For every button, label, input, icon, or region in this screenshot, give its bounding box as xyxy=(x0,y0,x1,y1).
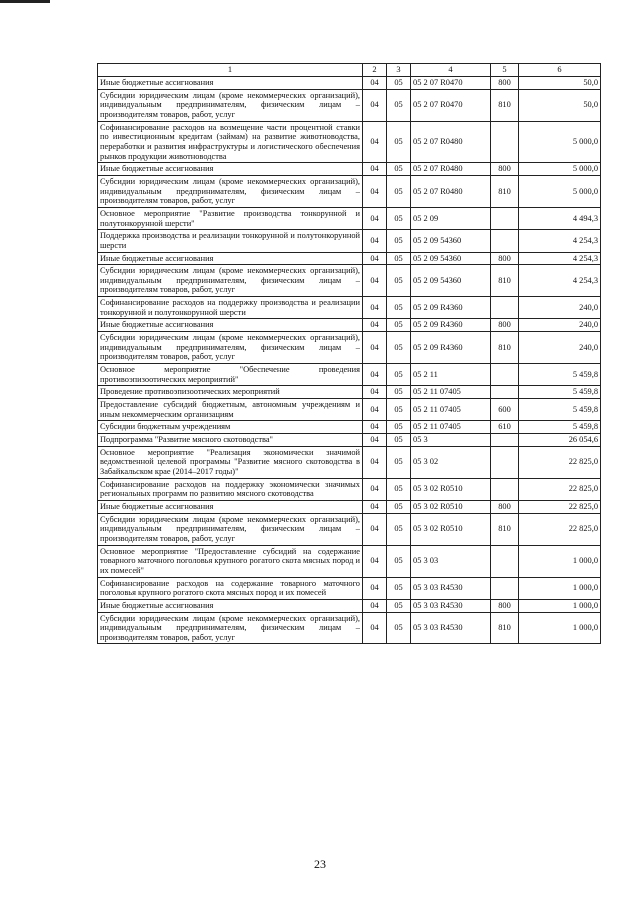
subsection-cell: 05 xyxy=(387,577,411,599)
table-row xyxy=(98,252,601,265)
subsection-cell: 05 xyxy=(387,399,411,421)
amount-cell: 1 000,0 xyxy=(519,612,601,644)
amount-cell: 4 254,3 xyxy=(519,265,601,297)
corner-mark xyxy=(0,0,50,3)
header-cell: 5 xyxy=(491,64,519,77)
expense-type-cell xyxy=(491,434,519,447)
subsection-cell: 05 xyxy=(387,175,411,207)
expense-type-cell: 800 xyxy=(491,163,519,176)
subsection-cell: 05 xyxy=(387,478,411,500)
amount-cell: 5 000,0 xyxy=(519,121,601,163)
section-cell: 04 xyxy=(363,500,387,513)
target-article-cell: 05 3 xyxy=(411,434,491,447)
expense-type-cell xyxy=(491,230,519,252)
subsection-cell: 05 xyxy=(387,545,411,577)
item-name-cell: Иные бюджетные ассигнования xyxy=(98,252,363,265)
expense-type-cell xyxy=(491,121,519,163)
target-article-cell: 05 2 07 R0480 xyxy=(411,163,491,176)
table-row xyxy=(98,446,601,478)
item-name-cell: Основное мероприятие "Предоставление субсидий на содержание товарного маточного поголовья крупного рогатого скота мясных пород и их помесей" xyxy=(98,545,363,577)
target-article-cell: 05 3 02 R0510 xyxy=(411,500,491,513)
target-article-cell: 05 2 07 R0480 xyxy=(411,121,491,163)
table-row xyxy=(98,265,601,297)
section-cell: 04 xyxy=(363,297,387,319)
section-cell: 04 xyxy=(363,230,387,252)
expense-type-cell: 800 xyxy=(491,319,519,332)
item-name-cell: Субсидии юридическим лицам (кроме некоммерческих организаций), индивидуальным предпринимателям, физическим лицам – производителям товаров, работ, услуг xyxy=(98,265,363,297)
item-name-cell: Проведение противоэпизоотических мероприятий xyxy=(98,386,363,399)
amount-cell: 4 254,3 xyxy=(519,252,601,265)
item-name-cell: Субсидии юридическим лицам (кроме некоммерческих организаций), индивидуальным предпринимателям, физическим лицам – производителям товаров, работ, услуг xyxy=(98,332,363,364)
expense-type-cell: 810 xyxy=(491,513,519,545)
subsection-cell: 05 xyxy=(387,421,411,434)
expense-type-cell xyxy=(491,577,519,599)
item-name-cell: Субсидии юридическим лицам (кроме некоммерческих организаций), индивидуальным предпринимателям, физическим лицам – производителям товаров, работ, услуг xyxy=(98,612,363,644)
expense-type-cell xyxy=(491,478,519,500)
expense-type-cell xyxy=(491,207,519,229)
subsection-cell: 05 xyxy=(387,265,411,297)
target-article-cell: 05 3 02 R0510 xyxy=(411,513,491,545)
item-name-cell: Основное мероприятие "Развитие производства тонкорунной и полутонкорунной шерсти" xyxy=(98,207,363,229)
section-cell: 04 xyxy=(363,163,387,176)
expense-type-cell: 810 xyxy=(491,332,519,364)
section-cell: 04 xyxy=(363,478,387,500)
table-row xyxy=(98,230,601,252)
amount-cell: 1 000,0 xyxy=(519,545,601,577)
section-cell: 04 xyxy=(363,77,387,90)
table-row xyxy=(98,399,601,421)
expense-type-cell: 810 xyxy=(491,175,519,207)
amount-cell: 1 000,0 xyxy=(519,577,601,599)
target-article-cell: 05 2 07 R0480 xyxy=(411,175,491,207)
table-row xyxy=(98,478,601,500)
table-row xyxy=(98,545,601,577)
amount-cell: 22 825,0 xyxy=(519,478,601,500)
subsection-cell: 05 xyxy=(387,121,411,163)
amount-cell: 5 000,0 xyxy=(519,163,601,176)
section-cell: 04 xyxy=(363,612,387,644)
table-row xyxy=(98,386,601,399)
table-row xyxy=(98,421,601,434)
expense-type-cell: 810 xyxy=(491,612,519,644)
section-cell: 04 xyxy=(363,265,387,297)
subsection-cell: 05 xyxy=(387,500,411,513)
subsection-cell: 05 xyxy=(387,252,411,265)
table-row xyxy=(98,163,601,176)
table-row xyxy=(98,500,601,513)
table-body xyxy=(98,77,601,644)
amount-cell: 26 054,6 xyxy=(519,434,601,447)
amount-cell: 5 459,8 xyxy=(519,421,601,434)
amount-cell: 5 459,8 xyxy=(519,399,601,421)
subsection-cell: 05 xyxy=(387,207,411,229)
target-article-cell: 05 3 03 R4530 xyxy=(411,612,491,644)
target-article-cell: 05 2 09 54360 xyxy=(411,252,491,265)
subsection-cell: 05 xyxy=(387,319,411,332)
section-cell: 04 xyxy=(363,513,387,545)
target-article-cell: 05 2 07 R0470 xyxy=(411,89,491,121)
table-row xyxy=(98,364,601,386)
table-row xyxy=(98,175,601,207)
target-article-cell: 05 2 09 R4360 xyxy=(411,297,491,319)
subsection-cell: 05 xyxy=(387,77,411,90)
target-article-cell: 05 3 03 R4530 xyxy=(411,599,491,612)
target-article-cell: 05 2 11 07405 xyxy=(411,399,491,421)
section-cell: 04 xyxy=(363,207,387,229)
subsection-cell: 05 xyxy=(387,612,411,644)
target-article-cell: 05 2 09 R4360 xyxy=(411,332,491,364)
expense-type-cell: 800 xyxy=(491,500,519,513)
item-name-cell: Субсидии бюджетным учреждениям xyxy=(98,421,363,434)
table-row xyxy=(98,297,601,319)
header-cell: 1 xyxy=(98,64,363,77)
table-row xyxy=(98,207,601,229)
section-cell: 04 xyxy=(363,319,387,332)
section-cell: 04 xyxy=(363,121,387,163)
section-cell: 04 xyxy=(363,446,387,478)
table-row xyxy=(98,612,601,644)
table-row xyxy=(98,121,601,163)
amount-cell: 50,0 xyxy=(519,89,601,121)
item-name-cell: Иные бюджетные ассигнования xyxy=(98,77,363,90)
section-cell: 04 xyxy=(363,399,387,421)
item-name-cell: Софинансирование расходов на возмещение части процентной ставки по инвестиционным кредитам (займам) на развитие животноводства, переработки и развития инфраструктуры и логистического обеспечения рынков продукции животноводства xyxy=(98,121,363,163)
amount-cell: 4 494,3 xyxy=(519,207,601,229)
target-article-cell: 05 2 11 07405 xyxy=(411,421,491,434)
amount-cell: 240,0 xyxy=(519,319,601,332)
target-article-cell: 05 2 09 xyxy=(411,207,491,229)
amount-cell: 22 825,0 xyxy=(519,446,601,478)
item-name-cell: Основное мероприятие "Реализация экономически значимой ведомственной целевой программы "Развитие мясного скотоводства в Забайкальском крае (2014–2017 годы)" xyxy=(98,446,363,478)
page-number: 23 xyxy=(314,857,326,871)
table-row xyxy=(98,77,601,90)
item-name-cell: Субсидии юридическим лицам (кроме некоммерческих организаций), индивидуальным предпринимателям, физическим лицам – производителям товаров, работ, услуг xyxy=(98,89,363,121)
amount-cell: 1 000,0 xyxy=(519,599,601,612)
section-cell: 04 xyxy=(363,364,387,386)
item-name-cell: Поддержка производства и реализации тонкорунной и полутонкорунной шерсти xyxy=(98,230,363,252)
subsection-cell: 05 xyxy=(387,364,411,386)
table-row xyxy=(98,577,601,599)
target-article-cell: 05 2 09 54360 xyxy=(411,230,491,252)
table-row xyxy=(98,89,601,121)
table-header-row xyxy=(98,64,601,77)
expense-type-cell xyxy=(491,297,519,319)
target-article-cell: 05 2 09 54360 xyxy=(411,265,491,297)
budget-table xyxy=(97,63,601,644)
section-cell: 04 xyxy=(363,175,387,207)
section-cell: 04 xyxy=(363,421,387,434)
section-cell: 04 xyxy=(363,545,387,577)
subsection-cell: 05 xyxy=(387,599,411,612)
table-row xyxy=(98,599,601,612)
amount-cell: 5 000,0 xyxy=(519,175,601,207)
item-name-cell: Основное мероприятие "Обеспечение проведения противоэпизоотических мероприятий" xyxy=(98,364,363,386)
table-row xyxy=(98,513,601,545)
expense-type-cell: 600 xyxy=(491,399,519,421)
expense-type-cell: 810 xyxy=(491,89,519,121)
section-cell: 04 xyxy=(363,386,387,399)
item-name-cell: Иные бюджетные ассигнования xyxy=(98,599,363,612)
subsection-cell: 05 xyxy=(387,230,411,252)
section-cell: 04 xyxy=(363,599,387,612)
subsection-cell: 05 xyxy=(387,297,411,319)
subsection-cell: 05 xyxy=(387,446,411,478)
target-article-cell: 05 2 07 R0470 xyxy=(411,77,491,90)
target-article-cell: 05 2 11 07405 xyxy=(411,386,491,399)
item-name-cell: Иные бюджетные ассигнования xyxy=(98,319,363,332)
section-cell: 04 xyxy=(363,252,387,265)
target-article-cell: 05 3 03 R4530 xyxy=(411,577,491,599)
section-cell: 04 xyxy=(363,332,387,364)
item-name-cell: Софинансирование расходов на поддержку производства и реализации тонкорунной и полутонкорунной шерсти xyxy=(98,297,363,319)
amount-cell: 4 254,3 xyxy=(519,230,601,252)
amount-cell: 22 825,0 xyxy=(519,500,601,513)
amount-cell: 5 459,8 xyxy=(519,386,601,399)
target-article-cell: 05 2 11 xyxy=(411,364,491,386)
section-cell: 04 xyxy=(363,434,387,447)
amount-cell: 240,0 xyxy=(519,297,601,319)
expense-type-cell xyxy=(491,446,519,478)
subsection-cell: 05 xyxy=(387,332,411,364)
item-name-cell: Софинансирование расходов на содержание товарного маточного поголовья крупного рогатого скота мясных пород и их помесей xyxy=(98,577,363,599)
item-name-cell: Иные бюджетные ассигнования xyxy=(98,163,363,176)
target-article-cell: 05 2 09 R4360 xyxy=(411,319,491,332)
expense-type-cell xyxy=(491,364,519,386)
target-article-cell: 05 3 02 xyxy=(411,446,491,478)
expense-type-cell: 800 xyxy=(491,599,519,612)
expense-type-cell xyxy=(491,386,519,399)
amount-cell: 5 459,8 xyxy=(519,364,601,386)
table-row xyxy=(98,332,601,364)
expense-type-cell: 800 xyxy=(491,252,519,265)
header-cell: 3 xyxy=(387,64,411,77)
item-name-cell: Субсидии юридическим лицам (кроме некоммерческих организаций), индивидуальным предпринимателям, физическим лицам – производителям товаров, работ, услуг xyxy=(98,175,363,207)
amount-cell: 240,0 xyxy=(519,332,601,364)
section-cell: 04 xyxy=(363,89,387,121)
header-cell: 2 xyxy=(363,64,387,77)
item-name-cell: Софинансирование расходов на поддержку экономически значимых региональных программ по развитию мясного скотоводства xyxy=(98,478,363,500)
item-name-cell: Иные бюджетные ассигнования xyxy=(98,500,363,513)
subsection-cell: 05 xyxy=(387,163,411,176)
expense-type-cell: 810 xyxy=(491,265,519,297)
header-cell: 6 xyxy=(519,64,601,77)
expense-type-cell xyxy=(491,545,519,577)
item-name-cell: Подпрограмма "Развитие мясного скотоводства" xyxy=(98,434,363,447)
item-name-cell: Предоставление субсидий бюджетным, автономным учреждениям и иным некоммерческим организациям xyxy=(98,399,363,421)
table-row xyxy=(98,319,601,332)
subsection-cell: 05 xyxy=(387,513,411,545)
subsection-cell: 05 xyxy=(387,434,411,447)
table-row xyxy=(98,434,601,447)
target-article-cell: 05 3 03 xyxy=(411,545,491,577)
amount-cell: 22 825,0 xyxy=(519,513,601,545)
expense-type-cell: 610 xyxy=(491,421,519,434)
target-article-cell: 05 3 02 R0510 xyxy=(411,478,491,500)
expense-type-cell: 800 xyxy=(491,77,519,90)
item-name-cell: Субсидии юридическим лицам (кроме некоммерческих организаций), индивидуальным предпринимателям, физическим лицам – производителям товаров, работ, услуг xyxy=(98,513,363,545)
header-cell: 4 xyxy=(411,64,491,77)
amount-cell: 50,0 xyxy=(519,77,601,90)
subsection-cell: 05 xyxy=(387,386,411,399)
subsection-cell: 05 xyxy=(387,89,411,121)
section-cell: 04 xyxy=(363,577,387,599)
